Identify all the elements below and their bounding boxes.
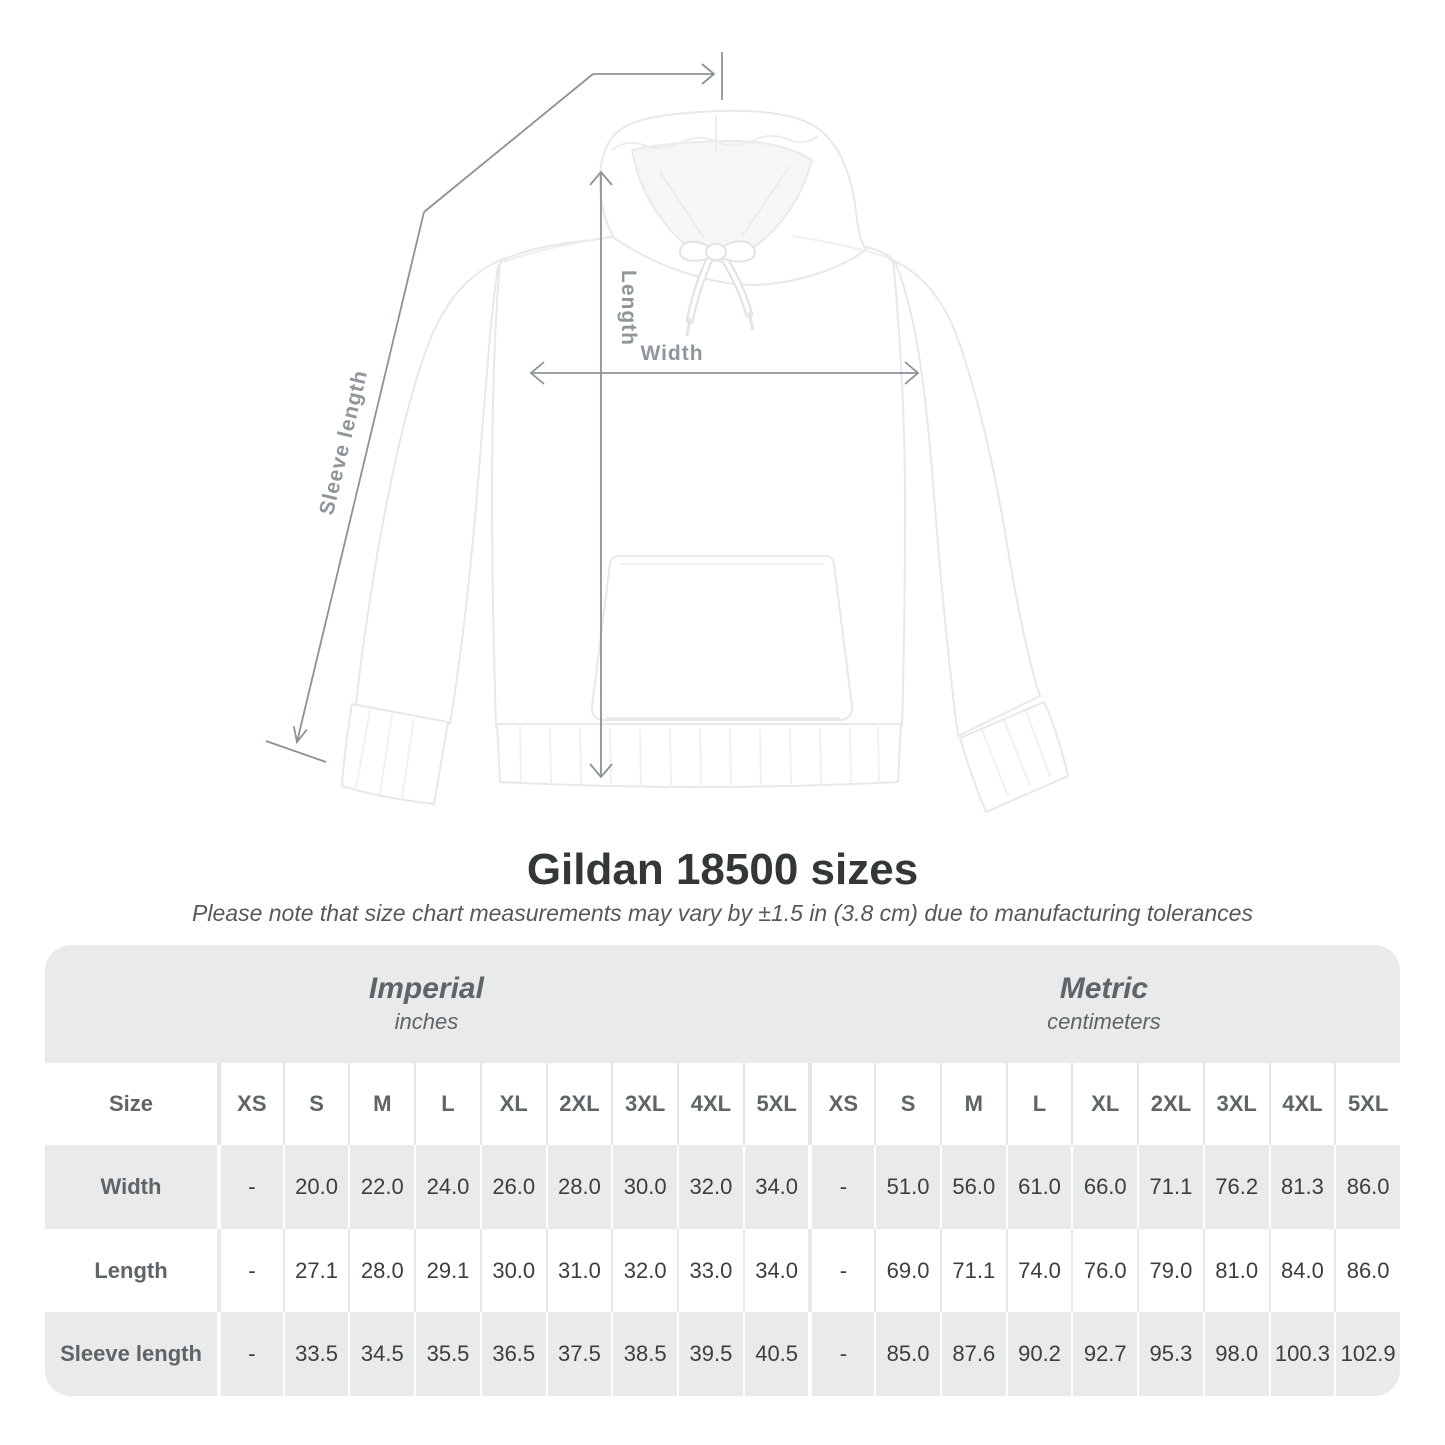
row-label: Width bbox=[100, 1173, 162, 1199]
size-column-header: L bbox=[414, 1063, 480, 1145]
size-value-cell: - bbox=[808, 1145, 874, 1229]
size-value-cell: - bbox=[808, 1312, 874, 1396]
imperial-header bbox=[45, 945, 808, 1063]
size-column-header: M bbox=[348, 1063, 414, 1145]
size-column-header: XS bbox=[808, 1063, 874, 1145]
size-value-cell: 27.1 bbox=[283, 1229, 349, 1313]
size-value-cell: 38.5 bbox=[611, 1312, 677, 1396]
size-value-cell: 30.0 bbox=[611, 1145, 677, 1229]
size-value-cell: 34.0 bbox=[743, 1145, 809, 1229]
size-value-cell: 84.0 bbox=[1269, 1229, 1335, 1313]
length-label: Length bbox=[617, 270, 640, 346]
size-column-header: XL bbox=[480, 1063, 546, 1145]
hoodie-waistband bbox=[497, 724, 901, 787]
size-value-cell: 30.0 bbox=[480, 1229, 546, 1313]
size-column-header: 2XL bbox=[546, 1063, 612, 1145]
hoodie-right-sleeve bbox=[888, 258, 1040, 736]
size-value-cell: 85.0 bbox=[874, 1312, 940, 1396]
size-column-header: M bbox=[940, 1063, 1006, 1145]
imperial-name: Imperial bbox=[368, 972, 484, 1005]
size-column-header: 2XL bbox=[1137, 1063, 1203, 1145]
size-value-cell: 28.0 bbox=[546, 1145, 612, 1229]
size-column-header: XL bbox=[1071, 1063, 1137, 1145]
size-value-cell: 35.5 bbox=[414, 1312, 480, 1396]
size-value-cell: 79.0 bbox=[1137, 1229, 1203, 1313]
size-value-cell: 92.7 bbox=[1071, 1312, 1137, 1396]
table-row bbox=[45, 1229, 1400, 1313]
hoodie-pocket bbox=[592, 556, 852, 720]
size-column-header: 5XL bbox=[743, 1063, 809, 1145]
size-value-cell: 100.3 bbox=[1269, 1312, 1335, 1396]
size-column-header: S bbox=[874, 1063, 940, 1145]
size-value-cell: 56.0 bbox=[940, 1145, 1006, 1229]
size-value-cell: 71.1 bbox=[940, 1229, 1006, 1313]
size-column-header: 4XL bbox=[1269, 1063, 1335, 1145]
size-value-cell: - bbox=[217, 1312, 283, 1396]
size-column-header: 3XL bbox=[611, 1063, 677, 1145]
size-value-cell: 28.0 bbox=[348, 1229, 414, 1313]
size-value-cell: 22.0 bbox=[348, 1145, 414, 1229]
imperial-unit: inches bbox=[394, 1009, 459, 1034]
size-value-cell: 24.0 bbox=[414, 1145, 480, 1229]
size-value-cell: 32.0 bbox=[611, 1229, 677, 1313]
sleeve-length-label: Sleeve length bbox=[315, 367, 373, 518]
size-value-cell: 33.0 bbox=[677, 1229, 743, 1313]
hoodie-illustration bbox=[342, 111, 1068, 812]
size-value-cell: 34.0 bbox=[743, 1229, 809, 1313]
size-value-cell: 34.5 bbox=[348, 1312, 414, 1396]
units-header-band bbox=[45, 945, 1400, 1063]
size-value-cell: - bbox=[217, 1145, 283, 1229]
size-table bbox=[45, 945, 1400, 1396]
size-column-header: S bbox=[283, 1063, 349, 1145]
hoodie-left-cuff bbox=[342, 704, 448, 804]
page-subtitle: Please note that size chart measurements may vary by ±1.5 in (3.8 cm) due to manufacturing tolerances bbox=[192, 900, 1253, 926]
size-value-cell: 61.0 bbox=[1006, 1145, 1072, 1229]
size-column-header: 5XL bbox=[1334, 1063, 1400, 1145]
size-value-cell: 51.0 bbox=[874, 1145, 940, 1229]
size-value-cell: 37.5 bbox=[546, 1312, 612, 1396]
size-value-cell: - bbox=[808, 1229, 874, 1313]
size-value-cell: 31.0 bbox=[546, 1229, 612, 1313]
size-value-cell: 81.3 bbox=[1269, 1145, 1335, 1229]
size-value-cell: 71.1 bbox=[1137, 1145, 1203, 1229]
metric-header bbox=[808, 945, 1400, 1063]
table-row bbox=[45, 1145, 1400, 1229]
size-column-header: 4XL bbox=[677, 1063, 743, 1145]
size-value-cell: 81.0 bbox=[1203, 1229, 1269, 1313]
metric-name: Metric bbox=[1059, 972, 1149, 1005]
size-value-cell: 86.0 bbox=[1334, 1229, 1400, 1313]
size-value-cell: 69.0 bbox=[874, 1229, 940, 1313]
width-label: Width bbox=[640, 342, 704, 365]
size-value-cell: 26.0 bbox=[480, 1145, 546, 1229]
size-value-cell: 36.5 bbox=[480, 1312, 546, 1396]
size-value-cell: 66.0 bbox=[1071, 1145, 1137, 1229]
size-value-cell: 39.5 bbox=[677, 1312, 743, 1396]
size-value-cell: 40.5 bbox=[743, 1312, 809, 1396]
size-value-cell: 86.0 bbox=[1334, 1145, 1400, 1229]
size-column-header: L bbox=[1006, 1063, 1072, 1145]
size-header-label: Size bbox=[108, 1091, 154, 1116]
size-value-cell: 76.0 bbox=[1071, 1229, 1137, 1313]
size-value-cell: 90.2 bbox=[1006, 1312, 1072, 1396]
size-value-cell: 98.0 bbox=[1203, 1312, 1269, 1396]
size-column-header: 3XL bbox=[1203, 1063, 1269, 1145]
hoodie-left-sleeve bbox=[356, 258, 505, 724]
page-title: Gildan 18500 sizes bbox=[526, 845, 919, 894]
size-value-cell: 32.0 bbox=[677, 1145, 743, 1229]
size-column-header: XS bbox=[217, 1063, 283, 1145]
size-value-cell: 33.5 bbox=[283, 1312, 349, 1396]
size-value-cell: 20.0 bbox=[283, 1145, 349, 1229]
size-value-cell: - bbox=[217, 1229, 283, 1313]
row-label: Length bbox=[94, 1257, 168, 1283]
metric-unit: centimeters bbox=[1047, 1009, 1161, 1034]
size-value-cell: 87.6 bbox=[940, 1312, 1006, 1396]
table-row bbox=[45, 1312, 1400, 1396]
size-value-cell: 95.3 bbox=[1137, 1312, 1203, 1396]
row-label: Sleeve length bbox=[60, 1341, 202, 1367]
table-row bbox=[45, 1063, 1400, 1145]
size-value-cell: 74.0 bbox=[1006, 1229, 1072, 1313]
size-value-cell: 102.9 bbox=[1334, 1312, 1400, 1396]
size-value-cell: 29.1 bbox=[414, 1229, 480, 1313]
size-value-cell: 76.2 bbox=[1203, 1145, 1269, 1229]
size-table-body bbox=[45, 1063, 1400, 1396]
